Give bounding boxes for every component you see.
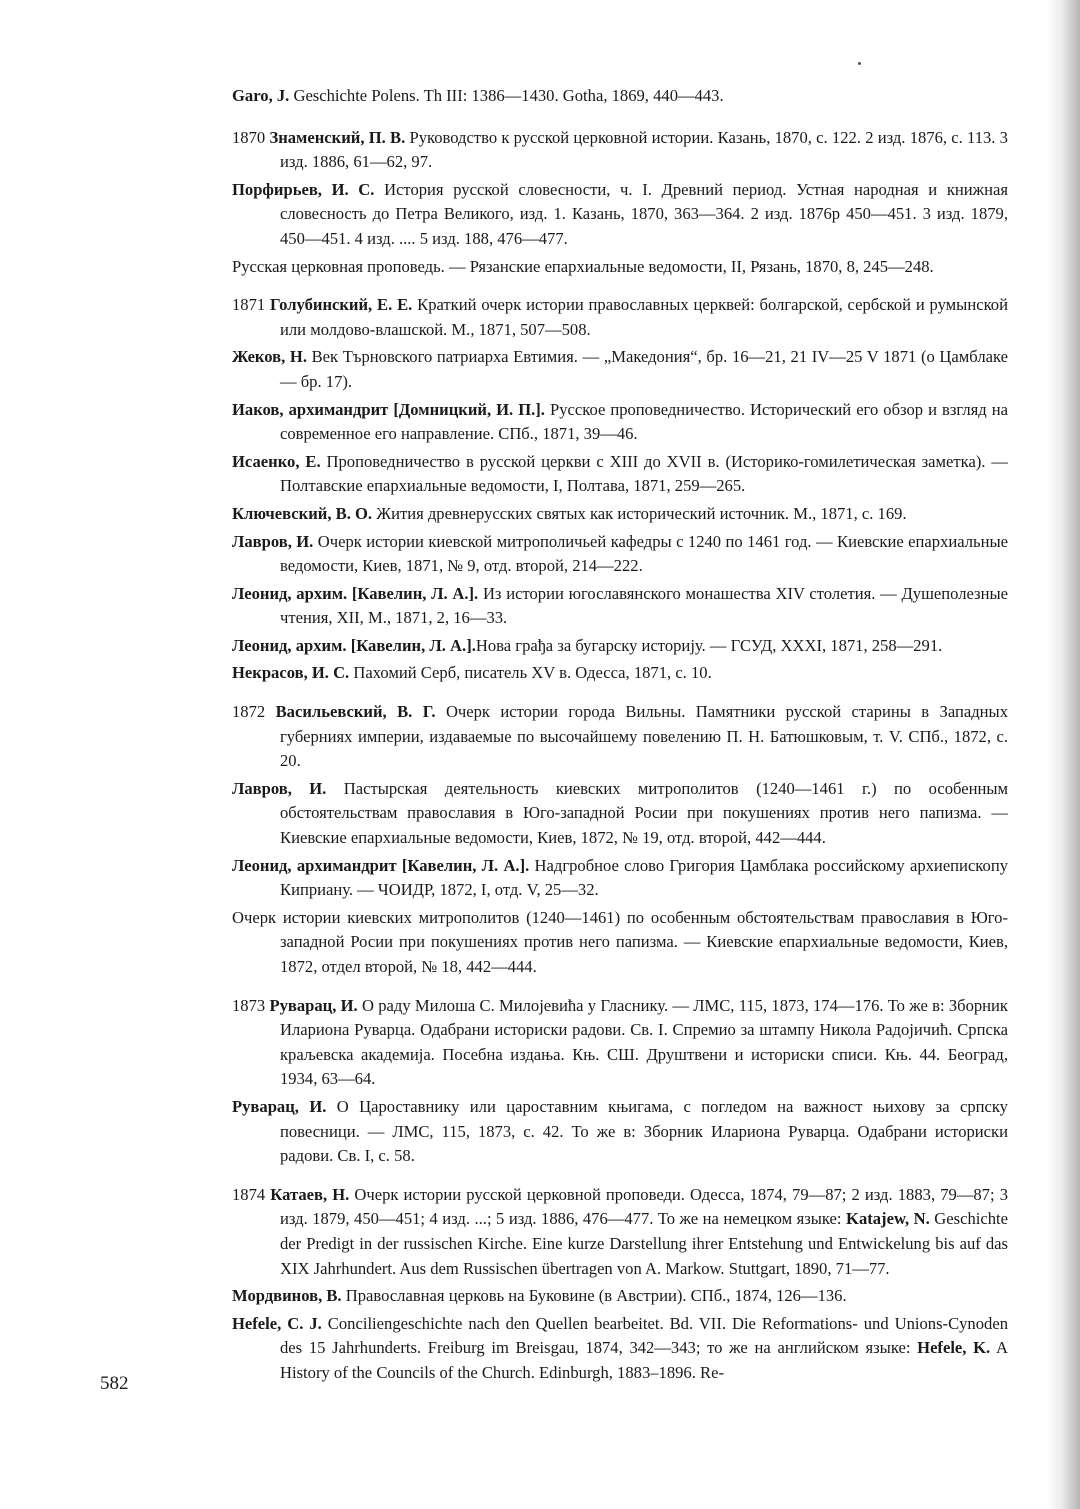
- entry-author: Леонид, архимандрит [Кавелин, Л. А.].: [232, 855, 530, 875]
- page-edge-shadow: [1046, 0, 1080, 1509]
- bibliography-entry: [232, 634, 1008, 659]
- entry-text: Православная церковь на Буковине (в Австрии). СПб., 1874, 126—136.: [341, 1286, 847, 1306]
- bibliography-entry: [232, 1095, 1008, 1169]
- entry-text: Пахомий Серб, писатель XV в. Одесса, 1871, с. 10.: [349, 663, 712, 683]
- bibliography-entry: [232, 854, 1008, 903]
- bibliography-group: [232, 84, 1008, 109]
- bibliography-entry: [232, 906, 1008, 980]
- bibliography-entry: [232, 777, 1008, 851]
- entry-text: Краткий очерк истории православных церквей: болгарской, сербской и румынской или молдово-влашской. М., 1871, 507—508.: [280, 295, 1008, 339]
- bibliography-entry: [232, 345, 1008, 394]
- bibliography-group-1870: [232, 126, 1008, 280]
- entry-author: Исаенко, Е.: [232, 451, 321, 471]
- entry-text: Надгробное слово Григория Цамблака российскому архиепископу Киприану. — ЧОИДР, 1872, I, отд. V, 25—32.: [280, 855, 1008, 900]
- entry-text: Век Търновского патриарха Евтимия. — „Македония“, бр. 16—21, 21 IV—25 V 1871 (о Цамблаке — бр. 17).: [280, 347, 1008, 391]
- entry-text: Пастырская деятельность киевских митрополитов (1240—1461 г.) по особенным обстоятельствам православия в Юго-западной Росии при покушениях против него папизма. — Киевские епархиальные ведомости, Киев, 1872, № 19, отд. второй, 442—444.: [280, 778, 1008, 848]
- entry-year: 1874: [232, 1184, 266, 1204]
- entry-author: Garo, J.: [232, 86, 290, 105]
- bibliography-entry: [232, 293, 1008, 342]
- entry-author: Знаменский, П. В.: [269, 127, 406, 147]
- entry-year: 1871: [232, 295, 266, 315]
- bibliography-group-1871: [232, 293, 1008, 686]
- entry-text: Очерк истории киевских митрополитов (1240—1461) по особенным обстоятельствам православия в Юго-западной Росии при покушениях против него папизма. — Киевские епархиальные ведомости, Киев, 1872, отдел второй, № 18, 442—444.: [232, 907, 1008, 976]
- entry-year: 1872: [232, 702, 266, 722]
- entry-author: Лавров, И.: [232, 531, 314, 551]
- bibliography-entry: [232, 178, 1008, 252]
- bibliography-entry: [232, 530, 1008, 579]
- bibliography-entry: [232, 661, 1008, 686]
- entry-text: Очерк истории киевской митрополичьей кафедры с 1240 по 1461 год. — Киевские епархиальные ведомости, Киев, 1871, № 9, отд. второй, 214—222.: [280, 531, 1008, 576]
- entry-text: Очерк истории города Вильны. Памятники русской старины в Западных губерниях империи, издаваемые по высочайшему повелению П. Н. Батюшковым, т. V. СПб., 1872, с. 20.: [280, 702, 1009, 771]
- bibliography-group-1873: [232, 994, 1008, 1169]
- entry-author: Руварац, И.: [269, 995, 358, 1015]
- entry-text: Руководство к русской церковной истории. Казань, 1870, с. 122. 2 изд. 1876, с. 113. 3 изд. 1886, 61—62, 97.: [280, 127, 1008, 172]
- entry-author-secondary: Hefele, K.: [917, 1338, 991, 1358]
- scan-speck: [858, 62, 861, 65]
- bibliography-entry: [232, 398, 1008, 447]
- bibliography-entry: [232, 1284, 1008, 1309]
- entry-text-secondary: A History of the Councils of the Church. Edinburgh, 1883–1896. Re-: [280, 1338, 1008, 1382]
- bibliography-entry: [232, 84, 1008, 109]
- bibliography-entry: [232, 582, 1008, 631]
- entry-text-secondary: Geschichte der Predigt in der russischen Kirche. Eine kurze Darstellung ihrer Entstehung und Entwickelung bis auf das XIX Jahrhundert. Aus dem Russischen übertragen von A. Markow. Stuttgart, 1890, 71—77.: [280, 1209, 1009, 1278]
- entry-author: Hefele, C. J.: [232, 1313, 322, 1333]
- bibliography-entry: [232, 450, 1008, 499]
- entry-author: Некрасов, И. С.: [232, 663, 350, 683]
- page-number: 582: [100, 1373, 129, 1394]
- entry-text: Geschichte Polens. Th III: 1386—1430. Gotha, 1869, 440—443.: [289, 86, 724, 105]
- entry-text: Русское проповедничество. Исторический его обзор и взгляд на современное его направление. СПб., 1871, 39—46.: [280, 399, 1008, 444]
- bibliography-entry: [232, 700, 1008, 774]
- bibliography-entry: [232, 1312, 1008, 1386]
- entry-text: Проповедничество в русской церкви с XIII до XVII в. (Историко-гомилетическая заметка). — Полтавские епархиальные ведомости, I, Полтава, 1871, 259—265.: [280, 451, 1008, 496]
- entry-text: О раду Милоша С. Милојевића у Гласнику. — ЛМС, 115, 1873, 174—176. То же в: Зборник Илариона Руварца. Одабрани историски радови. Св. I. Спремио за штампу Никола Радојичић. Српска краљевска академија. Посебна издања. Књ. СШ. Друштвени и историски списи. Књ. 44. Београд, 1934, 63—64.: [280, 995, 1008, 1089]
- entry-author: Леонид, архим. [Кавелин, Л. А.].: [232, 635, 476, 655]
- bibliography-group-1872: [232, 700, 1008, 980]
- bibliography-group-1874: [232, 1183, 1008, 1386]
- entry-text: История русской словесности, ч. I. Древний период. Устная народная и книжная словесность до Петра Великого, изд. 1. Казань, 1870, 363—364. 2 изд. 1876р 450—451. 3 изд. 1879, 450—451. 4 изд. .... 5 изд. 188, 476—477.: [280, 179, 1008, 248]
- bibliography-list: [232, 84, 1008, 1400]
- entry-text: Русская церковная проповедь. — Рязанские епархиальные ведомости, II, Рязань, 1870, 8, 245—248.: [232, 256, 934, 276]
- entry-author: Руварац, И.: [232, 1096, 327, 1116]
- bibliography-entry: [232, 994, 1008, 1092]
- entry-year: 1870: [232, 127, 266, 147]
- entry-author: Ключевский, В. О.: [232, 503, 373, 523]
- bibliography-entry: [232, 126, 1008, 175]
- entry-text: Из истории югославянского монашества XIV столетия. — Душеполезные чтения, XII, М., 1871, 2, 16—33.: [280, 583, 1008, 628]
- entry-text: О Цароставнику или цароставним књигама, с погледом на важност њихову за српску повесници. — ЛМС, 115, 1873, с. 42. То же в: Зборник Илариона Руварца. Одабрани историски радови. Св. I, с. 58.: [280, 1096, 1008, 1166]
- entry-author-secondary: Katajew, N.: [846, 1209, 930, 1229]
- bibliography-entry: [232, 1183, 1008, 1281]
- entry-year: 1873: [232, 995, 266, 1015]
- entry-text: Очерк истории русской церковной проповеди. Одесса, 1874, 79—87; 2 изд. 1883, 79—87; 3 изд. 1879, 450—451; 4 изд. ...; 5 изд. 1886, 476—477. То же на немецком языке:: [280, 1184, 1008, 1229]
- entry-author: Мордвинов, В.: [232, 1286, 342, 1306]
- entry-author: Голубинский, Е. Е.: [270, 295, 413, 315]
- entry-text: Conciliengeschichte nach den Quellen bearbeitet. Bd. VII. Die Reformations- und Unions-Cynoden des 15 Jahrhunderts. Freiburg im Breisgau, 1874, 342—343; то же на английском языке:: [280, 1313, 1008, 1358]
- entry-author: Леонид, архим. [Кавелин, Л. А.].: [232, 583, 479, 603]
- entry-text: Жития древнерусских святых как исторический источник. М., 1871, с. 169.: [372, 503, 907, 523]
- entry-author: Лавров, И.: [232, 778, 327, 798]
- bibliography-entry: [232, 255, 1008, 280]
- entry-author: Иаков, архимандрит [Домницкий, И. П.].: [232, 399, 545, 419]
- entry-author: Порфирьев, И. С.: [232, 179, 375, 199]
- bibliography-entry: [232, 502, 1008, 527]
- entry-author: Жеков, Н.: [232, 347, 307, 367]
- entry-author: Васильевский, В. Г.: [275, 702, 436, 722]
- entry-text: Нова грађа за бугарску историју. — ГСУД, XXXI, 1871, 258—291.: [475, 635, 943, 655]
- entry-author: Катаев, Н.: [270, 1184, 350, 1204]
